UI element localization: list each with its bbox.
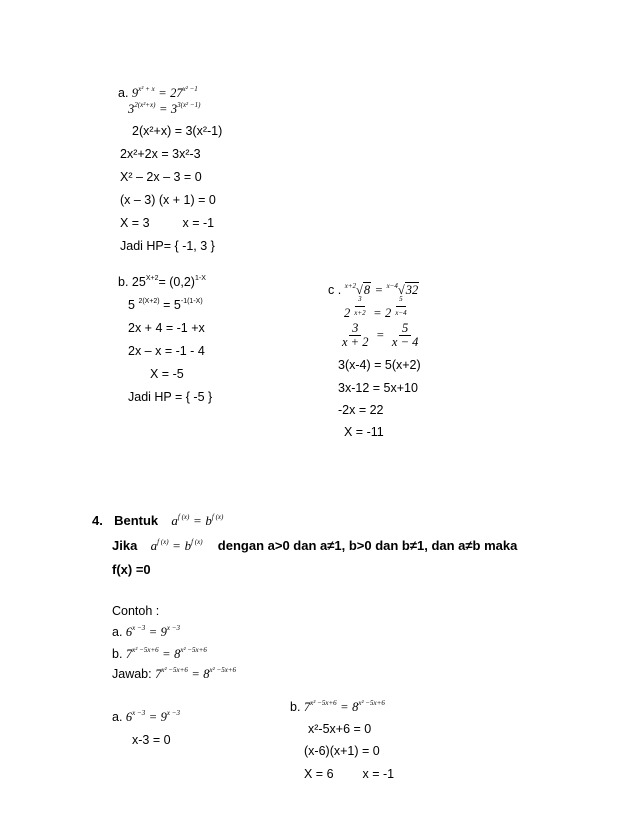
base: 9 — [160, 625, 167, 639]
part-a-line-5: X² – 2x – 3 = 0 — [120, 170, 202, 184]
exponent: x −3 — [166, 709, 181, 717]
answer-b-line-3 — [304, 767, 394, 782]
exponent: 1-X — [194, 275, 206, 282]
section-number: 4. — [92, 513, 103, 528]
section-4-conclusion: f(x) =0 — [112, 562, 151, 577]
equals: = — [374, 283, 384, 297]
base: a — [171, 513, 178, 528]
heading-word: Bentuk — [114, 513, 159, 528]
contoh-label: Contoh : — [112, 604, 160, 618]
example-label: b. — [112, 647, 123, 661]
exponent: f (x) — [191, 538, 203, 546]
fraction: $\frac{3}{x + 2}$ — [342, 321, 369, 349]
exponent: 3(x² −1) — [177, 101, 201, 109]
part-c-line-6: -2x = 22 — [338, 403, 384, 417]
example-label: b. — [290, 700, 301, 714]
exponent: f (x) — [177, 513, 190, 521]
jawab-line — [112, 667, 236, 684]
exponent: f (x) — [157, 538, 169, 546]
base: 5 — [128, 298, 135, 312]
condition-text: dengan a>0 dan a≠1, b>0 dan b≠1, dan a≠b maka — [217, 538, 518, 553]
base: 7 — [155, 667, 162, 681]
exponent-fraction: $\frac{5}{x-4}$ — [395, 295, 407, 317]
exponent: x² −1 — [182, 85, 198, 93]
equals: = — [172, 538, 181, 553]
part-b-line-2 — [128, 298, 203, 315]
exponent-fraction: $\frac{3}{x+2}$ — [354, 295, 366, 317]
solution-2: x = -1 — [182, 216, 215, 230]
part-b-answer: Jadi HP = { -5 } — [128, 390, 213, 404]
base: 8 — [352, 700, 359, 714]
part-a-line-2 — [128, 102, 200, 119]
section-4-condition — [112, 538, 517, 556]
equals: = — [162, 647, 171, 661]
part-c-label: c . — [328, 283, 342, 297]
part-a-answer: Jadi HP= { -1, 3 } — [120, 239, 215, 253]
part-c-line-3 — [338, 322, 422, 349]
exponent: x² −5x+6 — [161, 666, 188, 674]
base: 2 — [344, 305, 351, 320]
base: 6 — [125, 710, 133, 724]
equals: = — [373, 305, 382, 320]
equals: = — [148, 625, 158, 639]
base: 6 — [125, 625, 133, 639]
part-b-line-5: X = -5 — [150, 367, 184, 381]
rhs: = 5 — [163, 298, 181, 312]
exponent: x −3 — [166, 624, 181, 632]
part-c-line-1: c . $^{x+2}$√8 = $^{x-4}$√32 — [328, 282, 419, 297]
answer-b-line-2: (x-6)(x+1) = 0 — [304, 744, 380, 758]
solution-1: X = 3 — [120, 216, 150, 230]
exponent: 2(x²+x) — [134, 101, 156, 109]
example-label: a. — [112, 710, 123, 724]
base: 2 — [385, 305, 392, 320]
root-index: x−4 — [386, 282, 398, 290]
radicand: 32 — [405, 283, 419, 297]
part-b-line-1 — [118, 275, 206, 292]
base: 9 — [131, 86, 139, 100]
exponent: x −3 — [132, 624, 146, 632]
exponent: x² −5x+6 — [310, 699, 337, 707]
base: 3 — [170, 102, 178, 116]
part-a-label: a. — [118, 86, 129, 100]
part-b-line-4: 2x – x = -1 - 4 — [128, 344, 205, 358]
answer-b — [290, 700, 385, 717]
example-label: a. — [112, 625, 123, 639]
part-c-line-4: 3(x-4) = 5(x+2) — [338, 358, 421, 372]
radicand: 8 — [363, 283, 371, 297]
base: 8 — [174, 647, 181, 661]
base: 27 — [170, 86, 183, 100]
exponent: 2(X+2) — [138, 298, 160, 305]
part-b-line-3: 2x + 4 = -1 +x — [128, 321, 205, 335]
base: a — [150, 538, 158, 553]
exponent: x² −5x+6 — [358, 699, 385, 707]
exponent: -1(1-X) — [180, 298, 203, 305]
base: 9 — [160, 710, 167, 724]
equals: = — [340, 700, 349, 714]
exponent: x² + x — [138, 85, 155, 93]
exponent: x −3 — [132, 709, 146, 717]
answer-b-line-1: x²-5x+6 = 0 — [308, 722, 372, 736]
answer-a — [112, 710, 180, 727]
base: 25 — [131, 275, 146, 289]
part-a-line-7 — [120, 216, 214, 231]
base: 7 — [125, 647, 133, 661]
solution-1: X = 6 — [304, 767, 334, 781]
part-c-line-5: 3x-12 = 5x+10 — [338, 381, 418, 395]
base: 8 — [203, 667, 210, 681]
base: 7 — [303, 700, 311, 714]
example-b — [112, 647, 207, 664]
solution-2: x = -1 — [362, 767, 395, 781]
jika-word: Jika — [112, 538, 138, 553]
base: b — [205, 513, 212, 528]
equals: = — [375, 327, 385, 342]
part-b-label: b. — [118, 275, 129, 289]
root-index: x+2 — [344, 282, 357, 290]
exponent: x² −5x+6 — [180, 646, 207, 654]
part-a-line-6: (x – 3) (x + 1) = 0 — [120, 193, 216, 207]
answer-a-line-1: x-3 = 0 — [132, 733, 171, 747]
equals: = — [191, 667, 200, 681]
exponent: X+2 — [145, 275, 159, 282]
equals: = — [158, 86, 167, 100]
part-c-answer: X = -11 — [344, 425, 384, 439]
example-a — [112, 625, 180, 642]
part-a-line-3: 2(x²+x) = 3(x²-1) — [132, 124, 223, 138]
base: 3 — [128, 102, 135, 116]
fraction: $\frac{5}{x - 4}$ — [391, 321, 419, 349]
section-4-heading — [92, 513, 223, 531]
jawab-label: Jawab: — [112, 667, 152, 681]
exponent: x² −5x+6 — [209, 666, 237, 674]
base: b — [184, 538, 192, 553]
part-a-line-4: 2x²+2x = 3x²-3 — [120, 147, 201, 161]
exponent: f (x) — [211, 513, 224, 521]
exponent: x² −5x+6 — [132, 646, 159, 654]
equals: = — [158, 102, 168, 116]
equals: = — [148, 710, 158, 724]
equals: = — [193, 513, 202, 528]
rhs: = (0,2) — [158, 275, 195, 289]
